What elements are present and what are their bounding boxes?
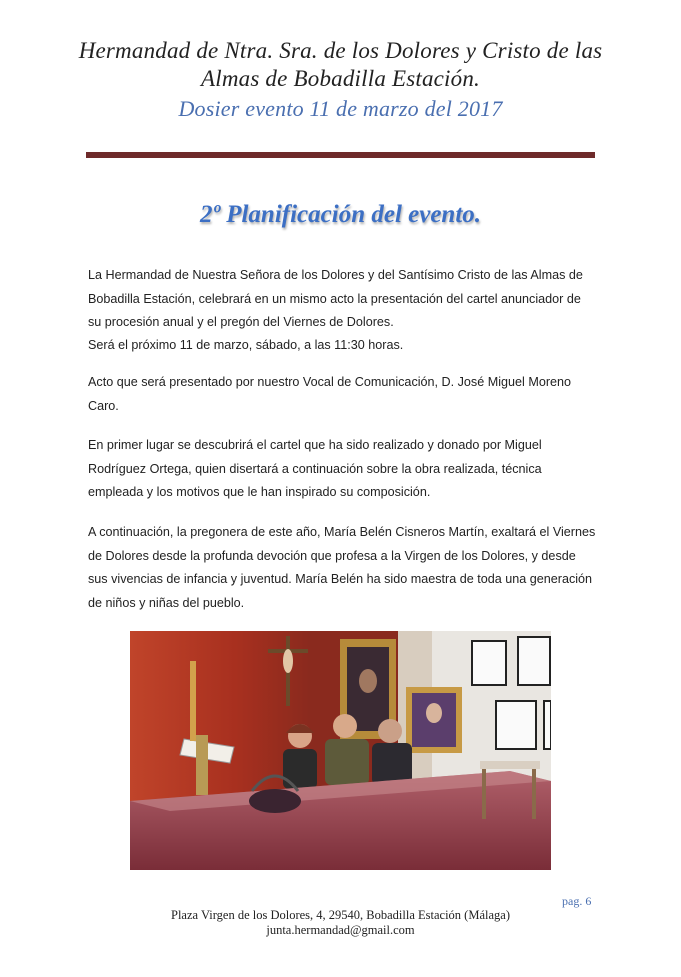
page-number: pag. 6 xyxy=(562,894,592,908)
paragraph-poster-text: En primer lugar se descubrirá el cartel que ha sido realizado y donado por Miguel Rodríguez Ortega, quien disertará a continuación sobre la obra realizada, técnica empleada y los motivos que le han inspirado su composición. xyxy=(88,438,542,499)
paragraph-poster xyxy=(88,434,596,505)
section-title: 2º Planificación del evento. xyxy=(199,201,482,228)
paragraph-date-text: Será el próximo 11 de marzo, sábado, a las 11:30 horas. xyxy=(88,338,404,352)
paragraph-presenter xyxy=(88,371,596,418)
header-divider xyxy=(86,152,595,158)
paragraph-pregon-text: A continuación, la pregonera de este año, María Belén Cisneros Martín, exaltará el Viernes de Dolores desde la profunda devoción que profesa a la Virgen de los Dolores, y desde sus vivencias de infancia y juventud. María Belén ha sido maestra de toda una generación de niños y niñas del pueblo. xyxy=(88,525,596,610)
footer-email: junta.hermandad@gmail.com xyxy=(266,923,415,937)
header-title-line-2: Almas de Bobadilla Estación. xyxy=(200,66,481,91)
paragraph-date xyxy=(88,334,596,358)
paragraph-intro xyxy=(88,264,596,335)
paragraph-pregon xyxy=(88,521,596,615)
header-title-line-1: Hermandad de Ntra. Sra. de los Dolores y Cristo de las xyxy=(78,38,603,63)
footer-address: Plaza Virgen de los Dolores, 4, 29540, Bobadilla Estación (Málaga) xyxy=(171,908,510,922)
header-subtitle: Dosier evento 11 de marzo del 2017 xyxy=(178,96,503,121)
event-photo xyxy=(130,631,551,870)
paragraph-intro-text: La Hermandad de Nuestra Señora de los Dolores y del Santísimo Cristo de las Almas de Bobadilla Estación, celebrará en un mismo acto la presentación del cartel anunciador de su procesión anual y el pregón del Viernes de Dolores. xyxy=(88,268,583,329)
paragraph-presenter-text: Acto que será presentado por nuestro Vocal de Comunicación, D. José Miguel Moreno Caro. xyxy=(88,375,572,413)
